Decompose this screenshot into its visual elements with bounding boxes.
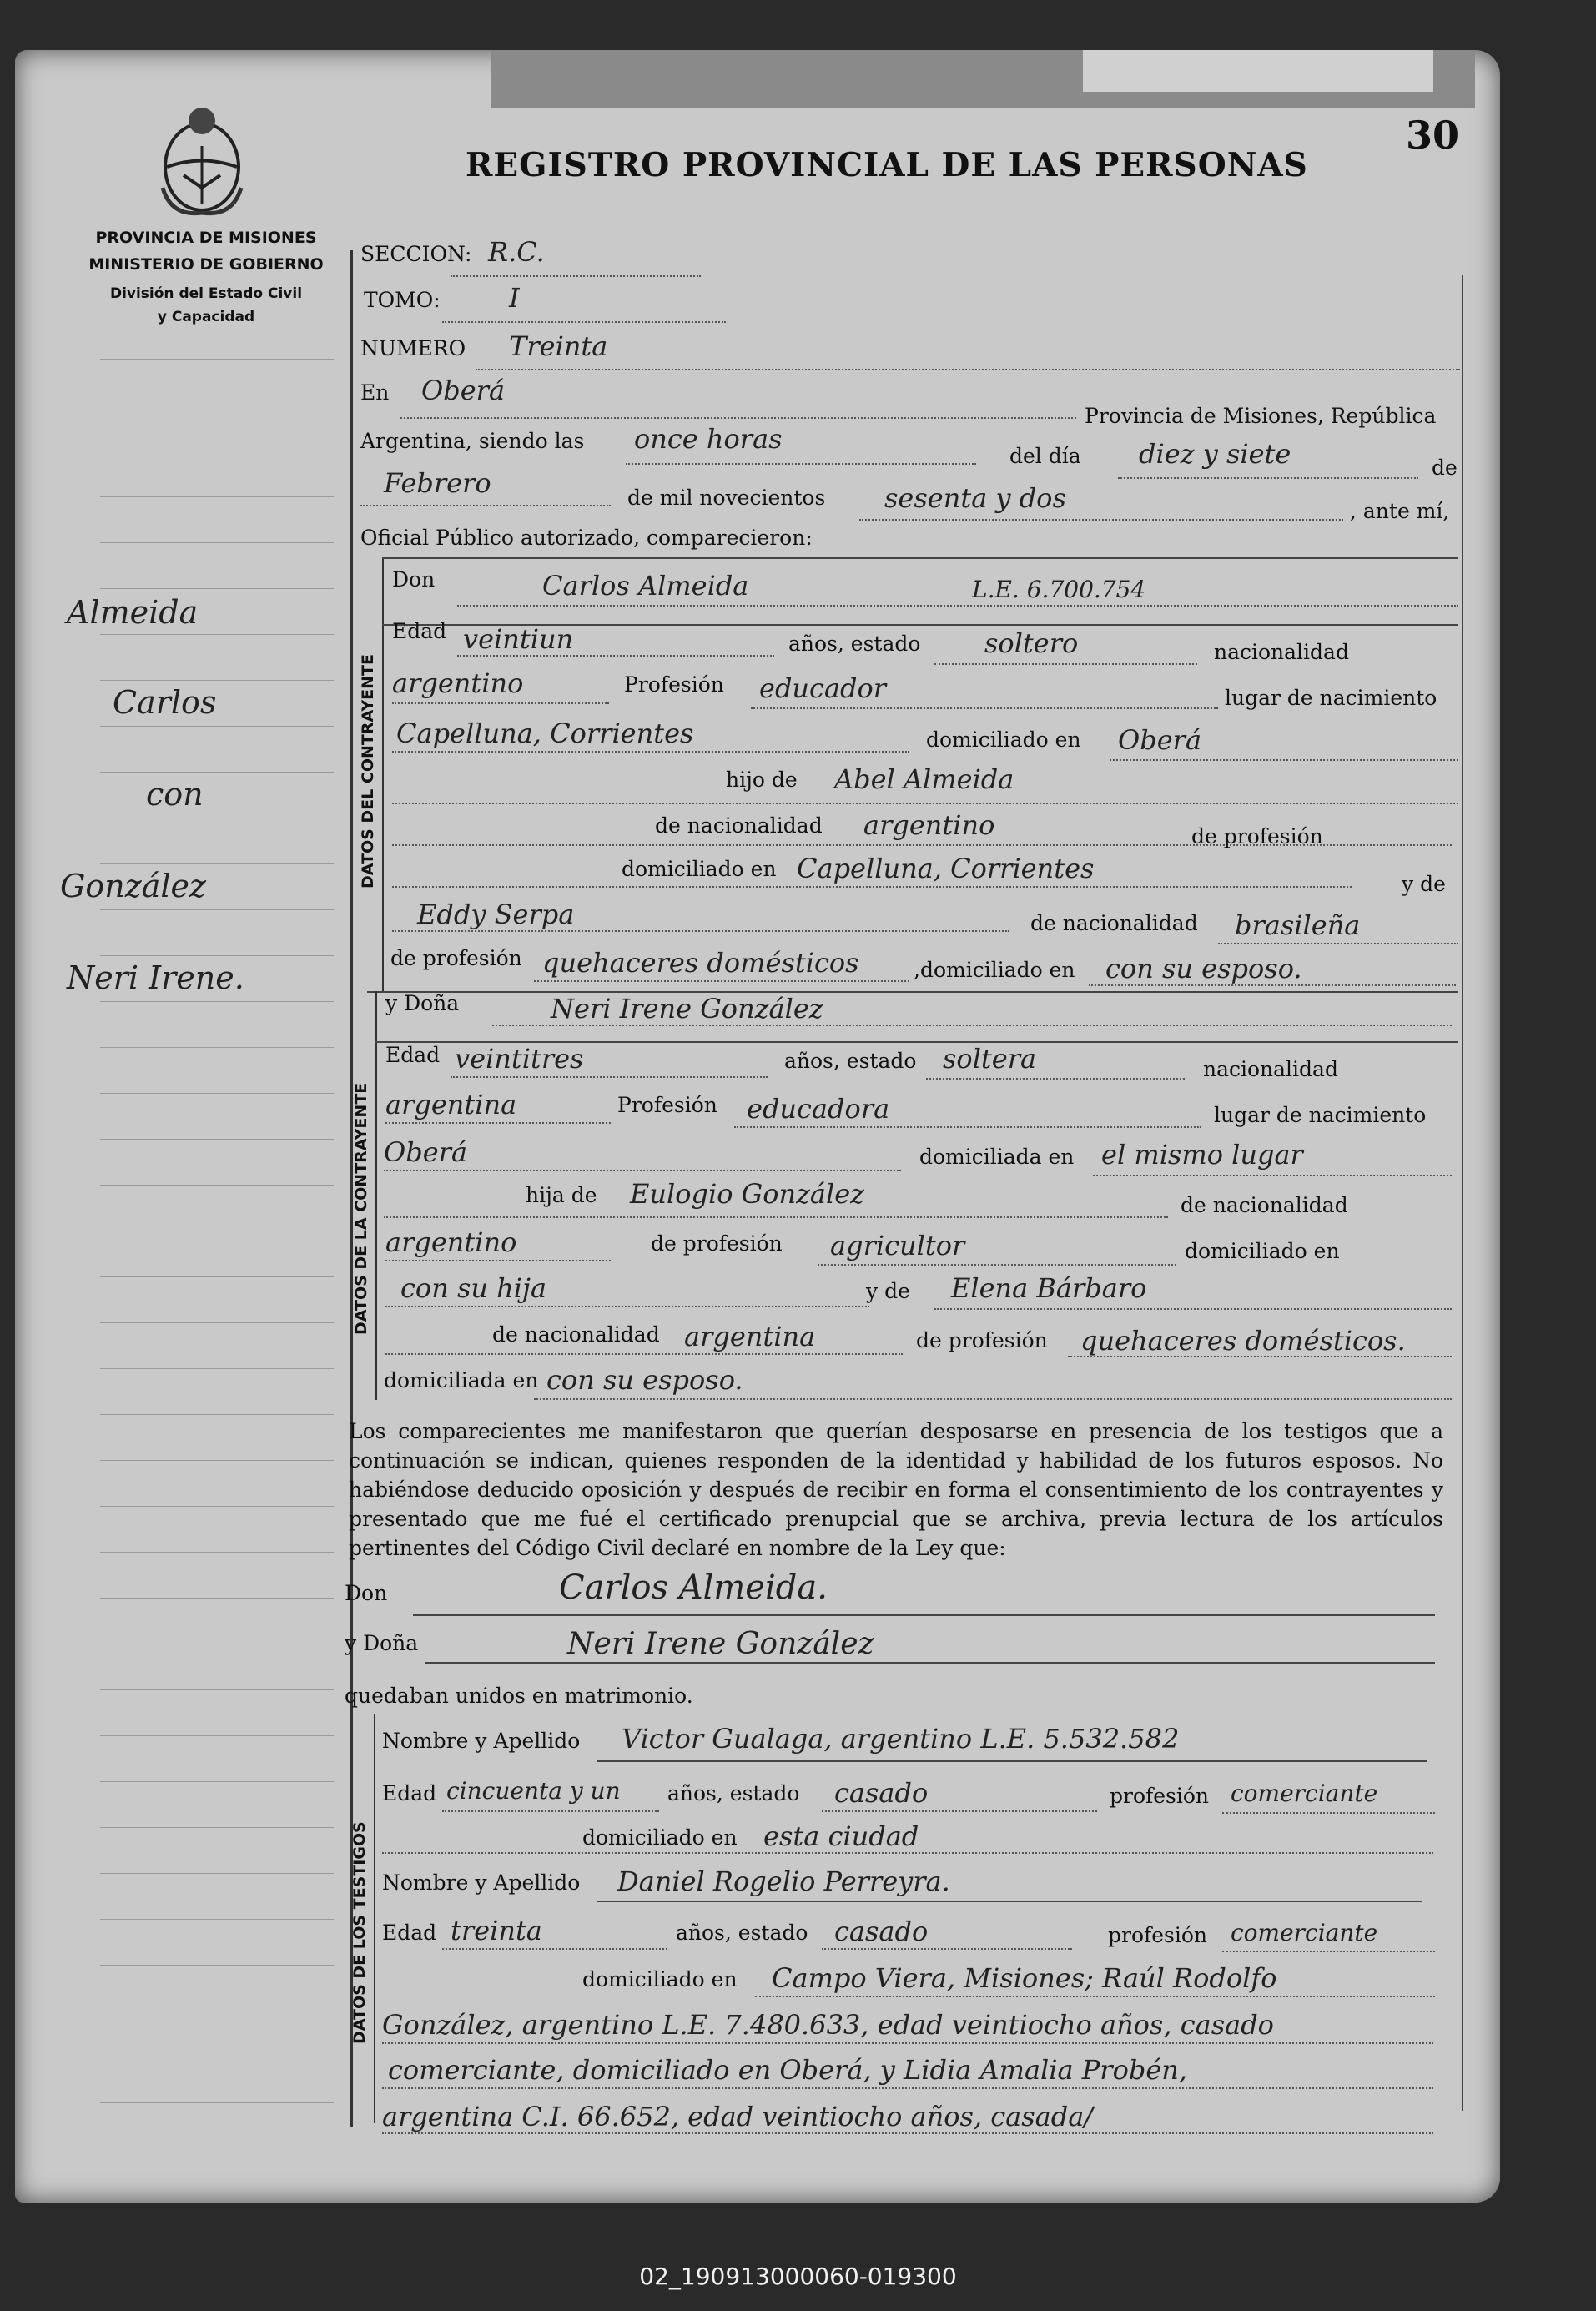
dona-anos-label: años, estado	[784, 1049, 917, 1073]
dona-nac-value: argentina	[385, 1089, 517, 1120]
dona-estado-value: soltera	[943, 1043, 1037, 1075]
dona-madre-prof-value: quehaceres domésticos.	[1080, 1325, 1406, 1357]
margin-note-1: Almeida	[67, 594, 199, 631]
anio-value: sesenta y dos	[884, 482, 1066, 514]
don-doc-value: L.E. 6.700.754	[972, 576, 1146, 603]
de-label: de	[1432, 456, 1458, 480]
t2-nombre-label: Nombre y Apellido	[382, 1870, 581, 1895]
dona-padre-value: Eulogio González	[630, 1178, 865, 1210]
margin-note-4: González	[60, 868, 207, 904]
oficial-label: Oficial Público autorizado, comparecieron:	[360, 526, 813, 550]
t2-edad-label: Edad	[382, 1921, 437, 1945]
y-de-2-label: y de	[866, 1279, 910, 1303]
madre-value: Eddy Serpa	[417, 899, 575, 930]
de-nacionalidad-2-label: de nacionalidad	[1030, 911, 1198, 935]
page-number: 30	[1406, 113, 1460, 158]
dona-value: Neri Irene González	[551, 993, 823, 1025]
page-title: REGISTRO PROVINCIAL DE LAS PERSONAS	[466, 146, 1308, 184]
dona-madre-prof-label: de profesión	[916, 1328, 1048, 1352]
dona-madre-nac-value: argentina	[684, 1321, 816, 1352]
dona-edad-label: Edad	[385, 1043, 441, 1067]
numero-value: Treinta	[509, 330, 608, 362]
dona-padre-dom-label: domiciliado en	[1185, 1239, 1340, 1263]
t1-estado-value: casado	[834, 1777, 929, 1809]
dona-final-label: y Doña	[345, 1631, 419, 1655]
lugar-nac-label: lugar de nacimiento	[1225, 686, 1437, 710]
t1-nombre-label: Nombre y Apellido	[382, 1729, 581, 1753]
de-profesion-label: de profesión	[1191, 824, 1323, 848]
extra-line-1: González, argentino L.E. 7.480.633, edad veintiocho años, casado	[382, 2009, 1274, 2041]
dona-profesion-label: Profesión	[617, 1093, 717, 1117]
profesion-value: educador	[759, 672, 887, 704]
t2-edad-value: treinta	[451, 1915, 542, 1946]
padre-nac-value: argentino	[863, 809, 995, 841]
page-top-light	[1083, 50, 1433, 92]
padre-value: Abel Almeida	[834, 763, 1014, 795]
en-label: En	[360, 380, 390, 405]
provincia-label: Provincia de Misiones, República	[1085, 404, 1437, 428]
seccion-label: SECCION:	[360, 242, 472, 266]
padre-dom-value: Capelluna, Corrientes	[797, 853, 1095, 884]
nacionalidad-value: argentino	[392, 667, 524, 699]
de-nacionalidad-label: de nacionalidad	[655, 813, 823, 838]
image-identifier: 02_190913000060-019300	[639, 2263, 957, 2290]
t1-domiciliado-label: domiciliado en	[582, 1825, 738, 1850]
section-contrayente-label: DATOS DEL CONTRAYENTE	[359, 654, 377, 889]
t2-dom-value: Campo Viera, Misiones; Raúl Rodolfo	[772, 1962, 1277, 1994]
t2-estado-value: casado	[834, 1916, 929, 1947]
t2-anos-label: años, estado	[676, 1921, 808, 1945]
extra-line-3: argentina C.I. 66.652, edad veintiocho años, casada/	[382, 2101, 1094, 2132]
margin-note-3: con	[146, 776, 204, 813]
madre-prof-value: quehaceres domésticos	[542, 947, 859, 979]
edad-label: Edad	[392, 619, 447, 643]
t1-nombre-value: Victor Gualaga, argentino L.E. 5.532.582	[622, 1723, 1180, 1755]
dona-domiciliada-label: domiciliada en	[919, 1145, 1075, 1169]
don-final-value: Carlos Almeida.	[559, 1568, 828, 1607]
madre-dom-value: con su esposo.	[1105, 953, 1302, 984]
hija-de-label: hija de	[526, 1183, 597, 1207]
numero-label: NUMERO	[360, 336, 466, 360]
t1-edad-value: cincuenta y un	[446, 1777, 621, 1805]
section-testigos-label: DATOS DE LOS TESTIGOS	[350, 1821, 369, 2044]
domiciliado-en-label: domiciliado en	[926, 728, 1081, 752]
dona-lugar-label: lugar de nacimiento	[1214, 1103, 1427, 1127]
t1-profesion-label: profesión	[1110, 1784, 1210, 1808]
coat-of-arms-icon	[154, 96, 250, 221]
dona-prof-value: educadora	[747, 1093, 890, 1125]
dona-madre-nac-label: de nacionalidad	[492, 1322, 660, 1347]
dona-padre-nac-label: de nacionalidad	[1181, 1193, 1348, 1217]
domicilio-value: Oberá	[1118, 724, 1202, 756]
nacionalidad-label: nacionalidad	[1214, 640, 1349, 664]
dona-madre-value: Elena Bárbaro	[951, 1272, 1147, 1304]
lugar-value: Capelluna, Corrientes	[396, 717, 694, 749]
dona-padre-nac-value: argentino	[385, 1226, 517, 1258]
dona-madre-dom-label: domiciliada en	[384, 1368, 539, 1392]
header-division: División del Estado Civil	[109, 285, 303, 302]
y-dona-label: y Doña	[385, 991, 460, 1015]
t1-edad-label: Edad	[382, 1781, 437, 1805]
domiciliado-comma-label: ,domiciliado en	[914, 958, 1075, 982]
section-contrayente-f-label: DATOS DE LA CONTRAYENTE	[352, 1082, 370, 1335]
edad-value: veintiun	[463, 623, 574, 655]
t1-dom-value: esta ciudad	[763, 1820, 919, 1852]
estado-value: soltero	[984, 627, 1079, 659]
seccion-value: R.C.	[488, 236, 545, 268]
anos-estado-label: años, estado	[788, 632, 921, 656]
t2-profesion-label: profesión	[1108, 1923, 1208, 1947]
de-profesion-2-label: de profesión	[390, 946, 522, 970]
domiciliado-en-2-label: domiciliado en	[622, 857, 777, 881]
header-province: PROVINCIA DE MISIONES	[95, 229, 317, 247]
header-ministry: MINISTERIO DE GOBIERNO	[88, 255, 324, 274]
don-label: Don	[392, 567, 436, 592]
dona-dom-value: el mismo lugar	[1101, 1139, 1303, 1171]
argentina-label: Argentina, siendo las	[360, 429, 585, 453]
tomo-label: TOMO:	[364, 288, 441, 312]
y-de-label: y de	[1402, 872, 1446, 896]
tomo-value: I	[509, 282, 520, 314]
extra-line-2: comerciante, domiciliado en Oberá, y Lidia Amalia Probén,	[388, 2054, 1188, 2086]
don-final-label: Don	[345, 1581, 388, 1605]
hijo-de-label: hijo de	[726, 768, 798, 792]
t1-prof-value: comerciante	[1231, 1780, 1378, 1807]
right-border	[1462, 275, 1463, 2111]
del-dia-label: del día	[1009, 444, 1081, 468]
hora-value: once horas	[634, 423, 783, 455]
declaration-paragraph: Los comparecientes me manifestaron que querían desposarse en presencia de los testigos que a continuación se indican, quienes responden de la identidad y habilidad de los futuros esposos. No habiéndose deducido oposición y después de recibir en forma el consentimiento de los contrayentes y presentado que me fué el certificado prenupcial que se archiva, previa lectura de los artículos pertinentes del Código Civil declaré en nombre de la Ley que:	[349, 1419, 1443, 1560]
dona-lugar-value: Oberá	[384, 1136, 468, 1168]
dona-padre-prof-label: de profesión	[651, 1231, 783, 1256]
dona-padre-prof-value: agricultor	[830, 1230, 965, 1261]
t2-prof-value: comerciante	[1231, 1919, 1378, 1946]
ante-mi-label: , ante mí,	[1350, 499, 1450, 523]
dia-value: diez y siete	[1139, 438, 1291, 470]
mes-value: Febrero	[384, 467, 491, 499]
t2-nombre-value: Daniel Rogelio Perreyra.	[617, 1865, 950, 1897]
margin-note-2: Carlos	[113, 684, 217, 721]
dona-madre-dom-value: con su esposo.	[546, 1364, 743, 1396]
t2-domiciliado-label: domiciliado en	[582, 1967, 738, 1991]
dona-padre-dom-value: con su hija	[400, 1272, 547, 1304]
en-value: Oberá	[421, 375, 506, 406]
t1-anos-label: años, estado	[667, 1781, 800, 1805]
don-value: Carlos Almeida	[542, 570, 749, 602]
dona-edad-value: veintitres	[455, 1043, 584, 1075]
dona-nac-label: nacionalidad	[1203, 1057, 1338, 1081]
dona-final-value: Neri Irene González	[567, 1627, 874, 1661]
quedaban-label: quedaban unidos en matrimonio.	[345, 1684, 693, 1708]
madre-nac-value: brasileña	[1235, 909, 1361, 941]
margin-note-5: Neri Irene.	[67, 959, 244, 996]
profesion-label: Profesión	[624, 672, 724, 697]
header-capacity: y Capacidad	[157, 309, 255, 325]
de-mil-label: de mil novecientos	[627, 486, 826, 510]
